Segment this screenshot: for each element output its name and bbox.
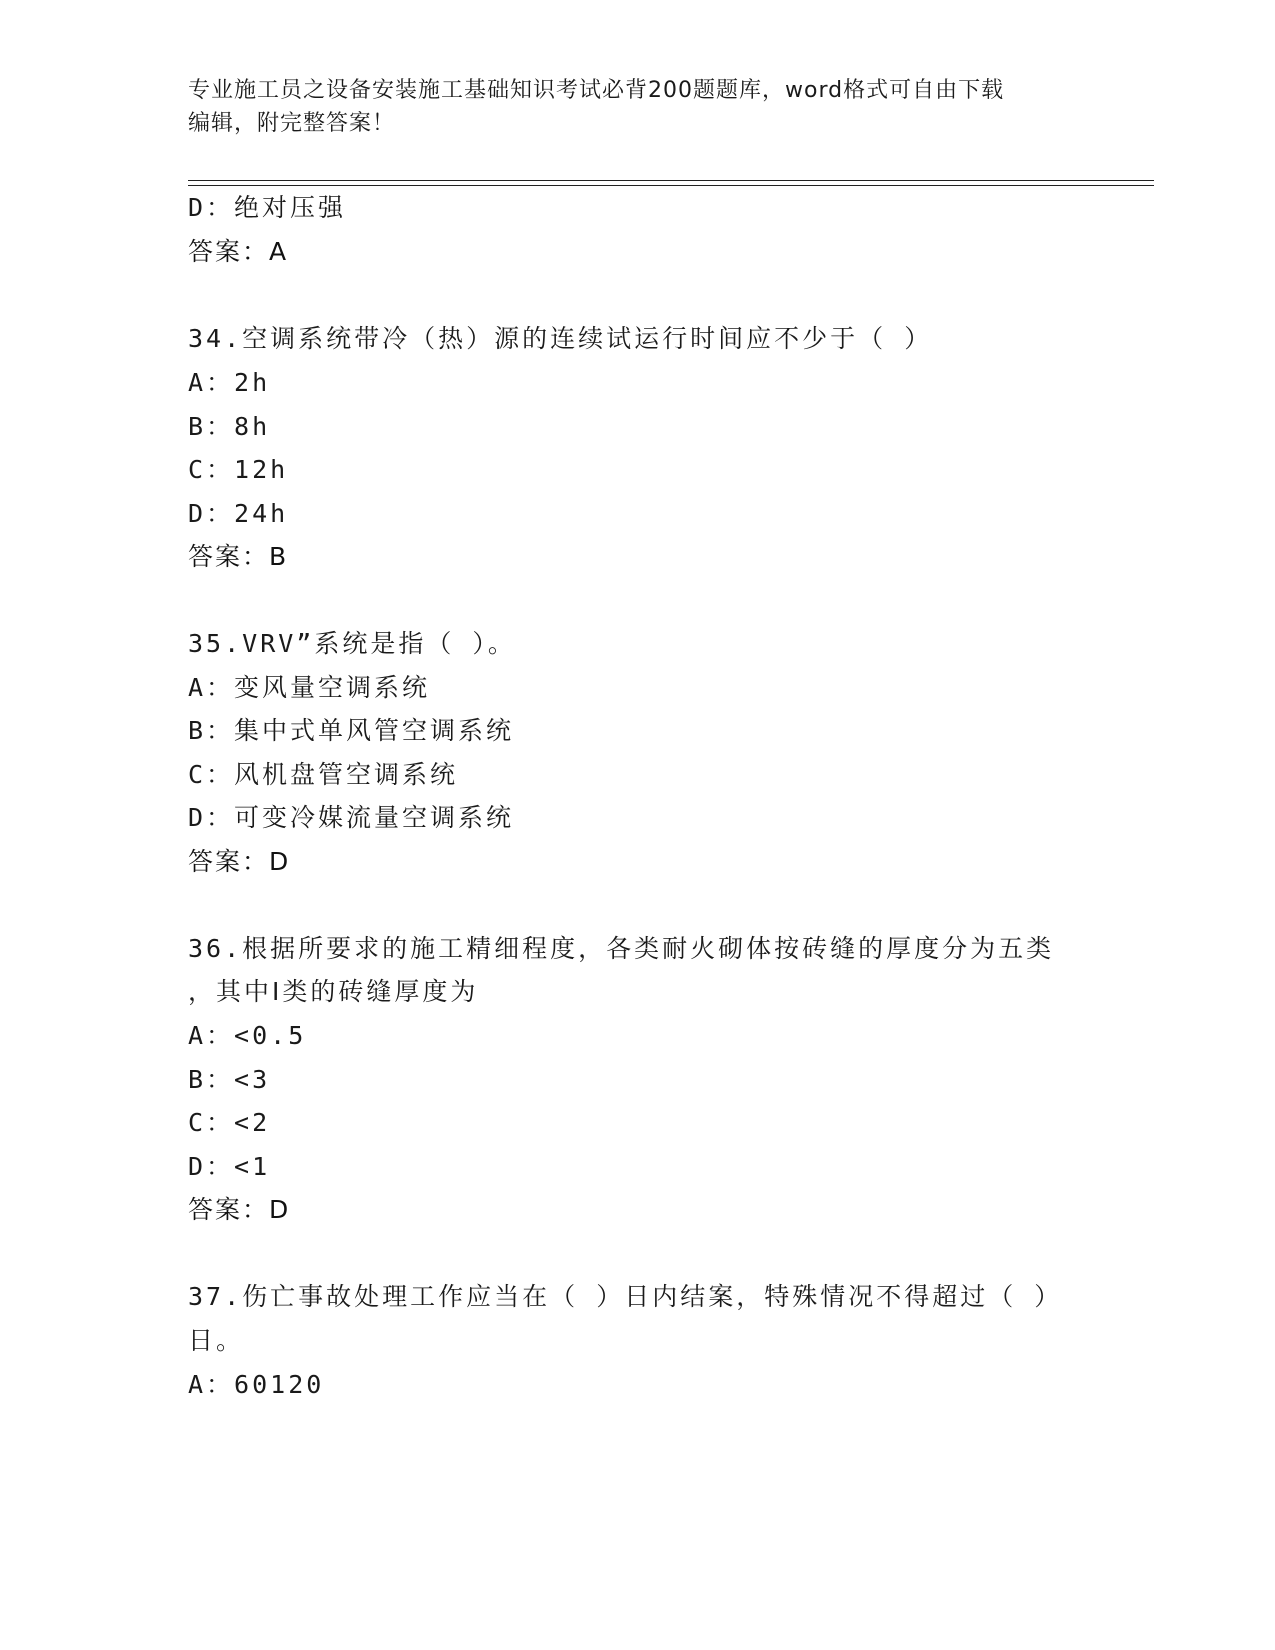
header-title-line-1: 专业施工员之设备安装施工基础知识考试必背200题题库，word格式可自由下载 xyxy=(188,78,1005,103)
q34-option-b: B：8h xyxy=(188,412,271,441)
q35-option-a: A：变风量空调系统 xyxy=(188,673,431,702)
q36-option-b: B：<3 xyxy=(188,1065,271,1094)
prev-question-answer: 答案：A xyxy=(188,237,289,266)
q36-question-line-1: 36.根据所要求的施工精细程度，各类耐火砌体按砖缝的厚度分为五类 xyxy=(188,934,1055,963)
q36-option-c: C：<2 xyxy=(188,1108,271,1137)
q35-option-c: C：风机盘管空调系统 xyxy=(188,760,459,789)
q34-option-a: A：2h xyxy=(188,368,271,397)
q34-option-d: D：24h xyxy=(188,499,289,528)
q36-answer: 答案：D xyxy=(188,1195,291,1224)
q36-option-d: D：<1 xyxy=(188,1152,271,1181)
q37-question-line-1: 37.伤亡事故处理工作应当在（ ）日内结案，特殊情况不得超过（ ） xyxy=(188,1282,1063,1311)
prev-question-option-d: D：绝对压强 xyxy=(188,193,347,222)
q36-question-line-2: ，其中Ⅰ类的砖缝厚度为 xyxy=(188,977,479,1006)
header-divider-bottom xyxy=(188,185,1154,186)
document-header xyxy=(188,74,1088,140)
q36-option-a: A：<0.5 xyxy=(188,1021,307,1050)
header-title-line-2: 编辑，附完整答案！ xyxy=(188,111,396,136)
q34-question: 34.空调系统带冷（热）源的连续试运行时间应不少于（ ） xyxy=(188,324,933,353)
q34-option-c: C：12h xyxy=(188,455,289,484)
q35-option-b: B：集中式单风管空调系统 xyxy=(188,716,515,745)
q35-answer: 答案：D xyxy=(188,847,291,876)
q35-question: 35.VRV”系统是指（ ）。 xyxy=(188,629,516,658)
header-divider-top xyxy=(188,180,1154,181)
q35-option-d: D：可变冷媒流量空调系统 xyxy=(188,803,515,832)
q37-option-a: A：60120 xyxy=(188,1370,325,1399)
q37-question-line-2: 日。 xyxy=(188,1326,245,1355)
q34-answer: 答案：B xyxy=(188,542,289,571)
